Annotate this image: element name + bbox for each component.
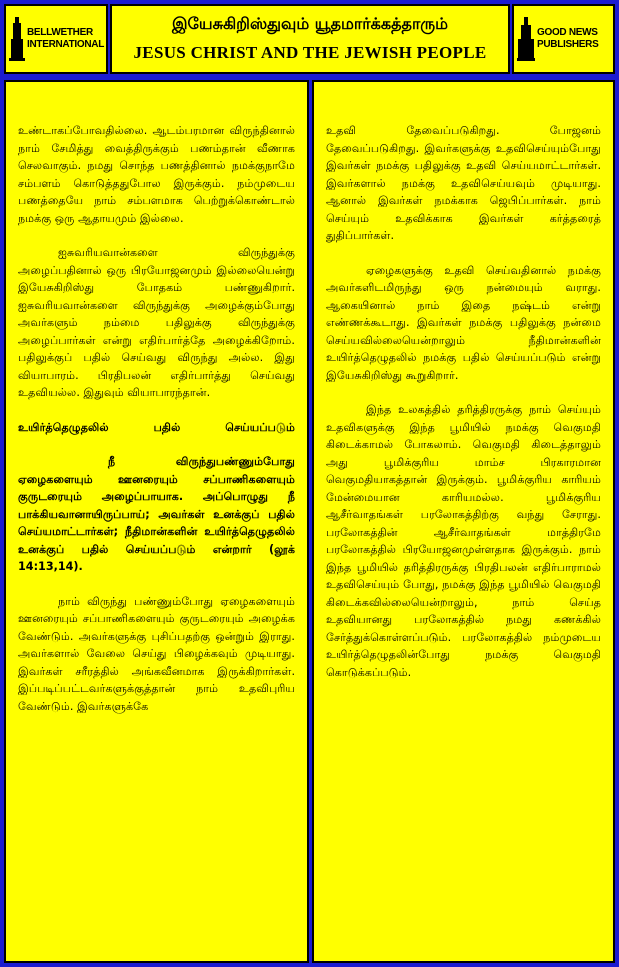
good-news-logo: [512, 4, 615, 74]
page-title-english: JESUS CHRIST AND THE JEWISH PEOPLE: [133, 43, 487, 62]
building-icon: [517, 17, 535, 61]
right-paragraph-3: இந்த உலகத்தில் தரித்திரருக்கு நாம் செய்யும் உதவிகளுக்கு இந்த பூமியில் நமக்கு வெகுமதி கிடைக்காமல் போகலாம். வெகுமதி கிடைத்தாலும் அது பூமிக்குரிய மாம்ச பிரகாரமான வெகுமதியாகத்தான் இருக்கும். பூமிக்குரிய காரியம் மேன்மையான காரியமல்ல. பூமிக்குரிய ஆசீர்வாதங்கள் பரலோகத்திற்கு வந்து சேராது. பரலோகத்தின் ஆசீர்வாதங்கள் மாத்திரமே பரலோகத்தில் பிரயோஜனமுள்ளதாக இருக்கும். நாம் இந்த பூமியில் தரித்திரருக்கு பிரதிபலன் எதிர்பாராமல் உதவிசெய்யும் போது, நமக்கு இந்த பூமியில் வெகுமதி கிடைக்கவில்லையென்றாலும், நாம் செய்த உதவியானது பரலோகத்தில் நமது கணக்கில் சேர்த்துக்கொள்ளப்படும். பரலோகத்தில் நம்முடைய உயிர்த்தெழுதலின்போது நமக்கு வெகுமதி கொடுக்கப்படும்.: [326, 403, 601, 679]
left-logo-line2: INTERNATIONAL: [27, 39, 105, 50]
right-column: [312, 80, 615, 963]
bellwether-logo: [4, 4, 108, 74]
left-paragraph-1: உண்டாகப்போவதில்லை. ஆடம்பரமான விருந்தினால் நாம் சேமித்து வைத்திருக்கும் பணம்தான் வீணாக செலவாகும். நமது சொந்த பணத்தினால் நமக்குநாமே சம்பளம் கொடுத்ததுபோல இருக்கும். நம்முடைய பணத்தையே நாம் சம்பளமாக பெற்றுக்கொண்டால் நமக்கு ஒரு ஆதாயமும் இல்லை.: [18, 124, 295, 225]
right-paragraph-1: உதவி தேவைப்படுகிறது. போஜனம் தேவைப்படுகிறது. இவர்களுக்கு உதவிசெய்யும்போது இவர்கள் நமக்கு பதிலுக்கு உதவி செய்யமாட்டார்கள். இவர்களால் நமக்கு உதவிசெய்யவும் முடியாது. ஆனால் இவர்கள் நமக்காக ஜெபிப்பார்கள். நாம் செய்யும் உதவிக்காக இவர்கள் கர்த்தரைத் துதிப்பார்கள்.: [326, 124, 601, 242]
right-logo-line1: GOOD NEWS: [537, 27, 598, 38]
right-logo-line2: PUBLISHERS: [537, 39, 599, 50]
right-paragraph-2: ஏழைகளுக்கு உதவி செய்வதினால் நமக்கு அவர்களிடமிருந்து ஒரு நன்மையும் வராது. ஆகையினால் நாம் இதை நஷ்டம் என்று எண்ணக்கூடாது. இவர்கள் நமக்கு பதிலுக்கு நன்மை செய்யவில்லையென்றாலும் நீதிமான்களின் உயிர்த்தெழுதலில் நமக்கு பதில் செய்யப்படும் என்று இயேசுகிறிஸ்து கூறுகிறார்.: [326, 263, 601, 382]
left-paragraph-3: நாம் விருந்து பண்ணும்போது ஏழைகளையும் ஊனரையும் சப்பாணிகளையும் குருடரையும் அழைக்க வேண்டும். அவர்களுக்கு புசிப்பதற்கு ஒன்றும் இராது. அவர்களால் வேலை செய்து பிழைக்கவும் முடியாது. இவர்கள் சரீரத்தில் அங்கவீனமாக இருக்கிறார்கள். இப்படிப்பட்டவர்களுக்குத்தான் நாம் உதவிபுரிய வேண்டும். இவர்களுக்கே: [18, 594, 295, 713]
left-column: [4, 80, 309, 963]
page-title-tamil: இயேசுகிறிஸ்துவும் யூதமார்க்கத்தாரும்: [171, 14, 449, 33]
scripture-quote: நீ விருந்துபண்ணும்போது ஏழைகளையும் ஊனரையும் சப்பாணிகளையும் குருடரையும் அழைப்பாயாக. அப்பொழுது நீ பாக்கியவானாயிருப்பாய்; அவர்கள் உனக்குப் பதில் செய்யமாட்டார்கள்; நீதிமான்களின் உயிர்த்தெழுதலில் உனக்குப் பதில் செய்யப்படும் என்றார் (லூக் 14:13,14).: [18, 455, 295, 573]
section-heading: உயிர்த்தெழுதலில் பதில் செய்யப்படும்: [18, 420, 295, 434]
bell-tower-icon: [9, 17, 25, 61]
left-paragraph-2: ஐசுவரியவான்களை விருந்துக்கு அழைப்பதினால் ஒரு பிரயோஜனமும் இல்லையென்று இயேசுகிறிஸ்து போதகம் பண்ணுகிறார். ஐசுவரியவான்களை விருந்துக்கு அழைக்கும்போது அவர்களும் நம்மை பதிலுக்கு விருந்துக்கு அழைப்பார்கள் என்று எதிர்பார்த்தே அழைக்கிறோம். பதிலுக்குப் பதில் செய்வது விருந்து அல்ல. இது வியாபாரம். பிரதிபலன் எதிர்பார்த்து செய்வது உதவியல்ல. இதுவும் வியாபாரந்தான்.: [18, 246, 295, 399]
left-logo-line1: BELLWETHER: [27, 27, 93, 38]
title-box: [110, 4, 510, 74]
